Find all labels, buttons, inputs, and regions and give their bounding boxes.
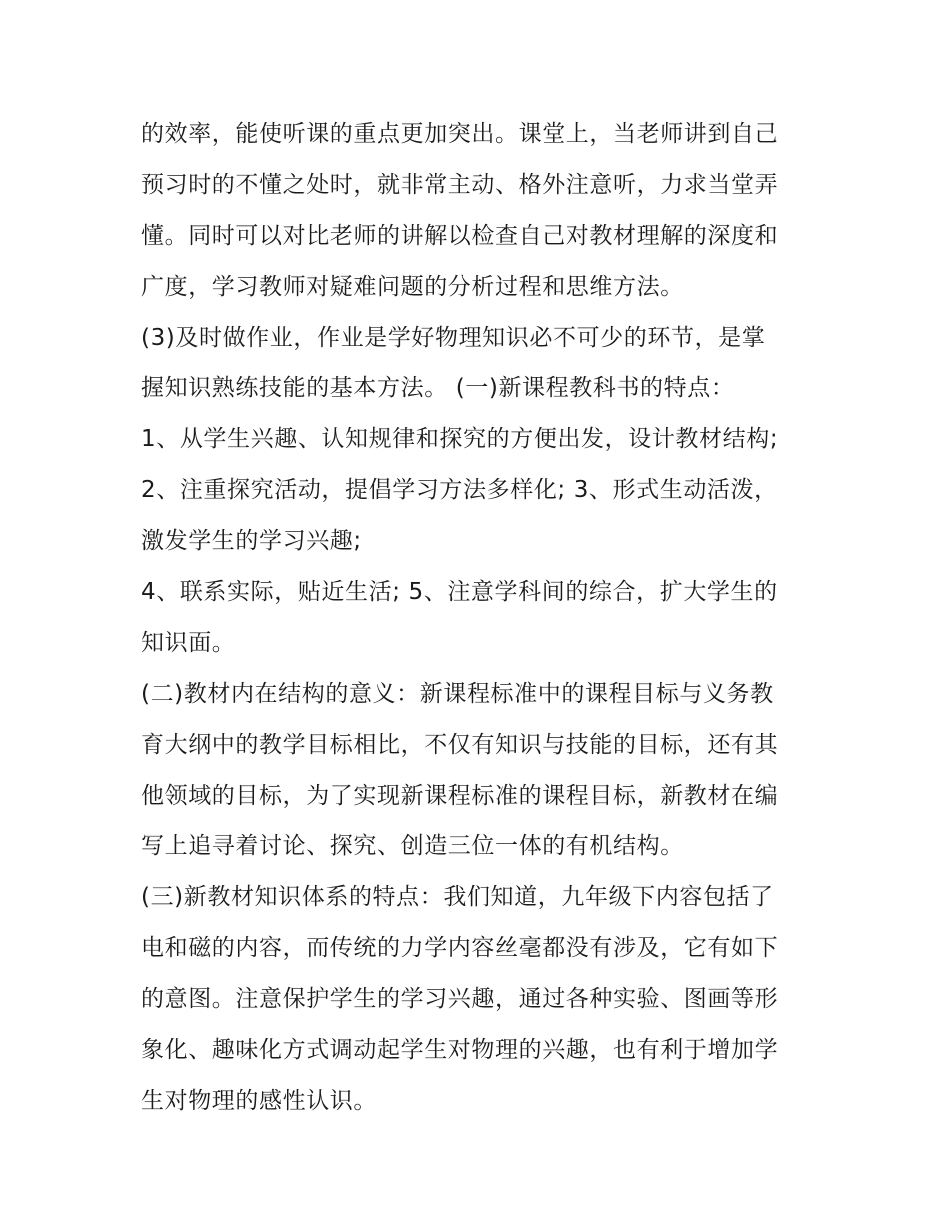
text-line: 1、从学生兴趣、认知规律和探究的方便出发，设计教材结构; xyxy=(141,426,779,453)
text-line: 他领域的目标，为了实现新课程标准的课程目标，新教材在编 xyxy=(141,782,779,809)
text-line: (二)教材内在结构的意义：新课程标准中的课程目标与义务教 xyxy=(141,680,774,707)
text-line: 象化、趣味化方式调动起学生对物理的兴趣，也有利于增加学 xyxy=(141,1037,779,1064)
text-line: (三)新教材知识体系的特点：我们知道，九年级下内容包括了 xyxy=(141,884,774,911)
text-line: 的效率，能使听课的重点更加突出。课堂上，当老师讲到自己 xyxy=(141,121,779,147)
text-line: 懂。同时可以对比老师的讲解以检查自己对教材理解的深度和 xyxy=(141,222,779,249)
text-line: (3)及时做作业，作业是学好物理知识必不可少的环节，是掌 xyxy=(141,324,766,351)
document-body xyxy=(141,109,821,1127)
text-line: 育大纲中的教学目标相比，不仅有知识与技能的目标，还有其 xyxy=(141,731,779,758)
text-line: 生对物理的感性认识。 xyxy=(141,1087,377,1114)
text-line: 电和磁的内容，而传统的力学内容丝毫都没有涉及，它有如下 xyxy=(141,935,779,962)
text-line: 激发学生的学习兴趣; xyxy=(141,528,362,555)
text-line: 写上追寻着讨论、探究、创造三位一体的有机结构。 xyxy=(141,833,684,860)
text-line: 知识面。 xyxy=(141,629,236,656)
text-line: 的意图。注意保护学生的学习兴趣，通过各种实验、图画等形 xyxy=(141,986,779,1013)
text-line: 握知识熟练技能的基本方法。 (一)新课程教科书的特点： xyxy=(141,375,735,402)
text-line: 广度，学习教师对疑难问题的分析过程和思维方法。 xyxy=(141,273,684,300)
text-line: 4、联系实际，贴近生活; 5、注意学科间的综合，扩大学生的 xyxy=(141,579,778,606)
text-line: 预习时的不懂之处时，就非常主动、格外注意听，力求当堂弄 xyxy=(141,171,779,198)
text-line: 2、注重探究活动，提倡学习方法多样化; 3、形式生动活泼， xyxy=(141,477,778,504)
